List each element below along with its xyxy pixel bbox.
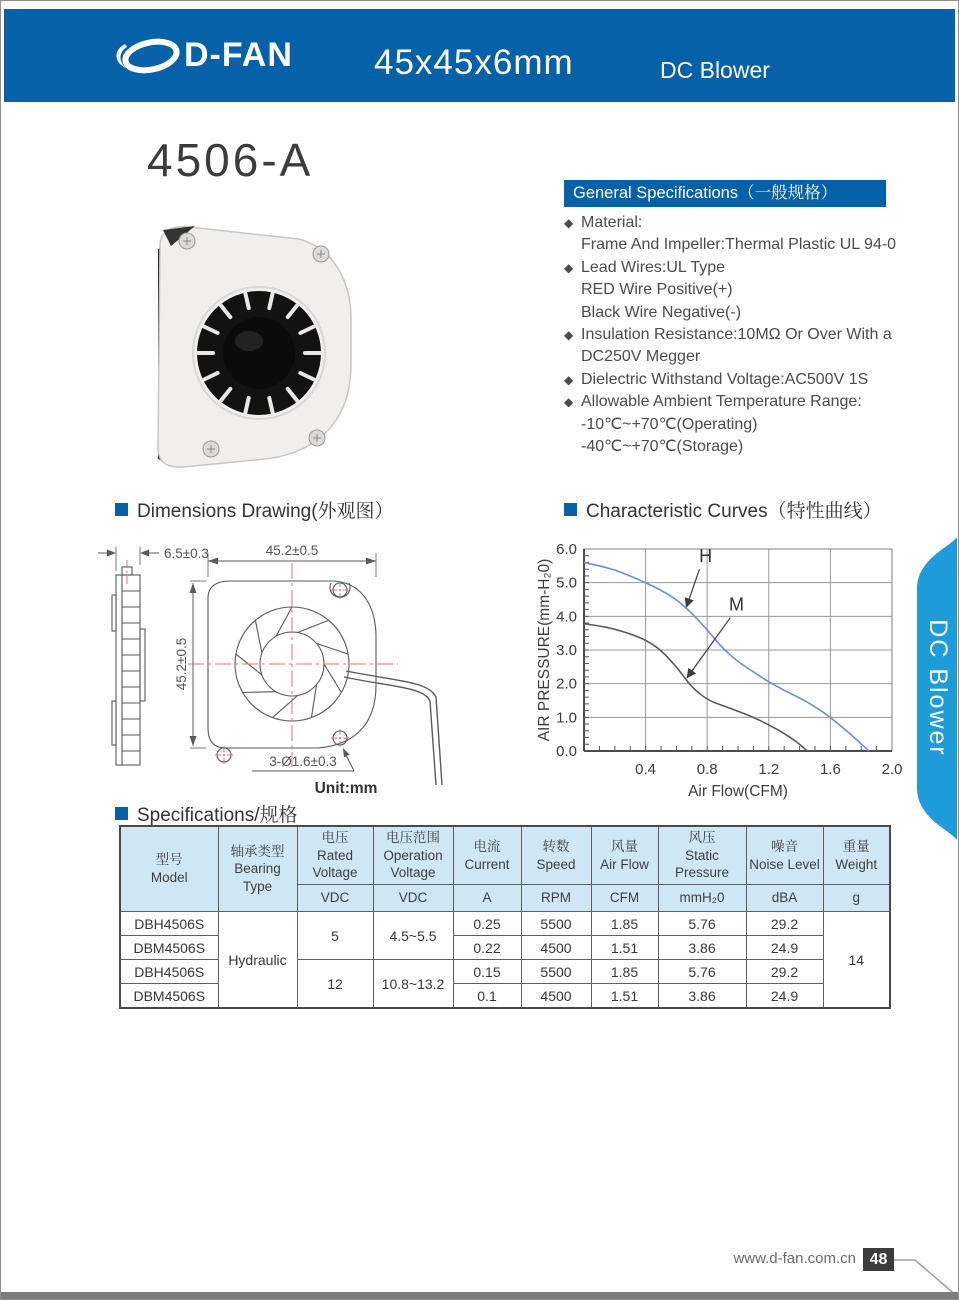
brand-logo: [112, 31, 293, 79]
thickness-dimension: [98, 546, 209, 571]
svg-text:2.0: 2.0: [881, 761, 903, 778]
product-photo: [149, 219, 364, 471]
cell-current: 0.25: [453, 912, 521, 936]
col-operation-voltage: [373, 826, 453, 885]
diamond-bullet: [564, 414, 581, 436]
holes-callout: [252, 748, 354, 771]
cell-current: 0.15: [453, 960, 521, 984]
svg-text:5.0: 5.0: [556, 574, 577, 592]
cell-speed: 4500: [521, 936, 591, 960]
spec-table: [119, 825, 891, 1009]
diamond-bullet: ◆: [564, 372, 574, 387]
svg-text:4.0: 4.0: [556, 608, 577, 626]
header-en: Weight: [835, 856, 878, 872]
impeller-hub: [223, 317, 295, 389]
blue-square-icon: [564, 503, 577, 516]
general-specs-header: General Specifications（一般规格）: [564, 180, 886, 207]
spec-line: [564, 234, 909, 256]
dimensions-drawing: [96, 533, 511, 799]
dim-thickness-label: 6.5±0.3: [164, 546, 209, 561]
cell-speed: 5500: [521, 960, 591, 984]
cell-current: 0.22: [453, 936, 521, 960]
cell-air-flow: 1.51: [591, 936, 658, 960]
cell-bearing: Hydraulic: [218, 912, 297, 1009]
spec-line: [564, 346, 909, 368]
spec-line: [564, 436, 909, 458]
cell-noise: 24.9: [746, 936, 823, 960]
screw-icon: [309, 430, 325, 446]
diamond-bullet: [564, 234, 581, 256]
screw-icon: [313, 246, 329, 262]
cell-operation-voltage: 4.5~5.5: [373, 912, 453, 960]
header-en: Model: [150, 870, 188, 885]
header-en: Noise Level: [749, 856, 820, 872]
svg-text:2.0: 2.0: [556, 675, 577, 693]
svg-text:6.0: 6.0: [556, 541, 577, 558]
diamond-bullet: [564, 302, 581, 324]
unit-cfm: CFM: [591, 885, 658, 912]
diamond-bullet: [564, 346, 581, 368]
col-rated-voltage: [297, 826, 373, 885]
cell-model: DBH4506S: [120, 912, 218, 936]
spec-text: Insulation Resistance:10MΩ Or Over With a: [581, 326, 892, 344]
cell-rated-voltage: 5: [297, 912, 373, 960]
header-en: Rated Voltage: [312, 847, 358, 881]
col-static-pressure: [658, 826, 746, 885]
col-bearing: [218, 826, 297, 912]
unit-vdc: VDC: [373, 885, 453, 912]
hub-highlight: [235, 331, 263, 351]
header-zh: 重量: [842, 838, 870, 854]
cell-model: DBH4506S: [120, 960, 218, 984]
cell-noise: 29.2: [746, 912, 823, 936]
table-row: [120, 912, 890, 936]
cell-noise: 24.9: [746, 984, 823, 1009]
header-zh: 风压: [688, 830, 716, 846]
side-tab: [903, 537, 957, 840]
cell-noise: 29.2: [746, 960, 823, 984]
header-bar: [4, 9, 955, 102]
dim-width-label: 45.2±0.5: [265, 543, 319, 558]
col-current: [453, 826, 521, 885]
dimensions-section-head: [115, 496, 394, 523]
bottom-bar: [1, 1292, 958, 1299]
characteristic-curves-chart: [536, 533, 906, 803]
spec-line: [564, 257, 909, 279]
header-zh: 型号: [155, 852, 183, 868]
cell-weight: 14: [823, 912, 890, 1009]
diamond-bullet: [564, 436, 581, 458]
cell-air-flow: 1.51: [591, 984, 658, 1009]
model-title: 4506-A: [147, 134, 314, 186]
diamond-bullet: ◆: [564, 395, 574, 410]
spec-text: Allowable Ambient Temperature Range:: [581, 393, 862, 411]
product-category: DC Blower: [660, 57, 770, 83]
section-title: Dimensions Drawing(外观图）: [137, 501, 394, 522]
screw-icon: [203, 441, 219, 457]
unit-dba: dBA: [746, 885, 823, 912]
svg-text:AIR PRESSURE(mm-H₂0): AIR PRESSURE(mm-H₂0): [536, 558, 553, 742]
header-zh: 噪音: [771, 838, 798, 854]
col-noise: [746, 826, 823, 885]
header-en: Current: [464, 856, 510, 872]
cell-current: 0.1: [453, 984, 521, 1009]
cell-operation-voltage: 10.8~13.2: [373, 960, 453, 1009]
header-zh: 轴承类型: [230, 843, 285, 859]
page-number-badge: 48: [863, 1248, 894, 1271]
spec-line: [564, 212, 909, 234]
spec-table-section-head: [115, 800, 298, 827]
svg-text:1.0: 1.0: [556, 709, 577, 727]
header-en: Operation Voltage: [383, 847, 443, 881]
col-model: [120, 826, 218, 912]
section-title: Specifications/规格: [137, 805, 298, 826]
header-en: Bearing Type: [234, 861, 281, 894]
svg-text:0.4: 0.4: [635, 761, 657, 778]
cell-model: DBM4506S: [120, 936, 218, 960]
svg-text:0.0: 0.0: [556, 743, 577, 760]
unit-g: g: [823, 885, 890, 912]
spec-line: [564, 279, 909, 301]
centerlines: [188, 563, 398, 767]
spec-line: [564, 369, 909, 391]
section-title: Characteristic Curves（特性曲线）: [586, 501, 882, 522]
cell-static-pressure: 5.76: [658, 960, 746, 984]
screw-icon: [179, 233, 195, 249]
unit-mmh2o: mmH₂0: [658, 885, 746, 912]
spec-text: RED Wire Positive(+): [581, 281, 733, 299]
cell-speed: 4500: [521, 984, 591, 1009]
unit-rpm: RPM: [521, 885, 591, 912]
spec-line: [564, 414, 909, 436]
header-zh: 电流: [473, 838, 501, 854]
unit-vdc: VDC: [297, 885, 373, 912]
unit-a: A: [453, 885, 521, 912]
header-zh: 转数: [542, 838, 570, 854]
diamond-bullet: ◆: [564, 216, 574, 230]
side-view: [112, 567, 145, 765]
spec-text: Frame And Impeller:Thermal Plastic UL 94-0: [581, 236, 897, 254]
cell-model: DBM4506S: [120, 984, 218, 1009]
svg-text:M: M: [728, 594, 744, 615]
header-zh: 电压: [321, 830, 349, 846]
svg-text:H: H: [699, 545, 713, 566]
spec-text: Lead Wires:UL Type: [581, 258, 726, 276]
brand-name: D-FAN: [184, 35, 293, 74]
col-air-flow: [591, 826, 658, 885]
header-en: Static Pressure: [674, 847, 730, 881]
spec-text: DC250V Megger: [581, 348, 701, 366]
header-zh: 风量: [611, 838, 638, 854]
footer-url: www.d-fan.com.cn: [733, 1250, 856, 1267]
svg-text:3.0: 3.0: [556, 642, 577, 659]
header-zh: 电压范围: [386, 830, 440, 846]
cell-speed: 5500: [521, 912, 591, 936]
spec-text: Dielectric Withstand Voltage:AC500V 1S: [581, 370, 869, 388]
dim-height-label: 45.2±0.5: [174, 637, 189, 691]
header-en: Air Flow: [600, 856, 649, 872]
dim-holes-label: 3-Ø1.6±0.3: [269, 754, 337, 769]
blue-square-icon: [115, 503, 128, 516]
spec-text: -40℃~+70℃(Storage): [581, 438, 744, 456]
spec-line: [564, 302, 909, 324]
curves-section-head: [564, 496, 882, 523]
cell-static-pressure: 3.86: [658, 984, 746, 1009]
diamond-bullet: [564, 279, 581, 301]
spec-text: -10℃~+70℃(Operating): [581, 415, 758, 433]
diamond-bullet: ◆: [564, 328, 574, 343]
cell-static-pressure: 3.86: [658, 936, 746, 960]
cell-air-flow: 1.85: [591, 912, 658, 936]
spec-text: Black Wire Negative(-): [581, 303, 742, 321]
svg-text:0.8: 0.8: [696, 761, 718, 778]
table-header-row: [120, 826, 890, 885]
cell-air-flow: 1.85: [591, 960, 658, 984]
spec-line: [564, 391, 909, 413]
side-tab-label: DC Blower: [924, 619, 952, 757]
svg-text:1.6: 1.6: [819, 761, 841, 778]
fan-swoosh-icon: [112, 31, 182, 79]
spec-line: [564, 324, 909, 346]
diamond-bullet: ◆: [564, 260, 574, 275]
cell-static-pressure: 5.76: [658, 912, 746, 936]
header-en: Speed: [536, 856, 576, 872]
blue-square-icon: [115, 807, 128, 820]
col-weight: [823, 826, 890, 885]
col-speed: [521, 826, 591, 885]
cell-rated-voltage: 12: [297, 960, 373, 1009]
unit-label: Unit:mm: [314, 780, 378, 797]
product-size-title: 45x45x6mm: [374, 43, 574, 82]
svg-text:Air Flow(CFM): Air Flow(CFM): [688, 783, 788, 800]
svg-text:1.2: 1.2: [758, 761, 780, 778]
spec-text: Material:: [581, 214, 643, 231]
general-specs-list: [564, 212, 909, 458]
